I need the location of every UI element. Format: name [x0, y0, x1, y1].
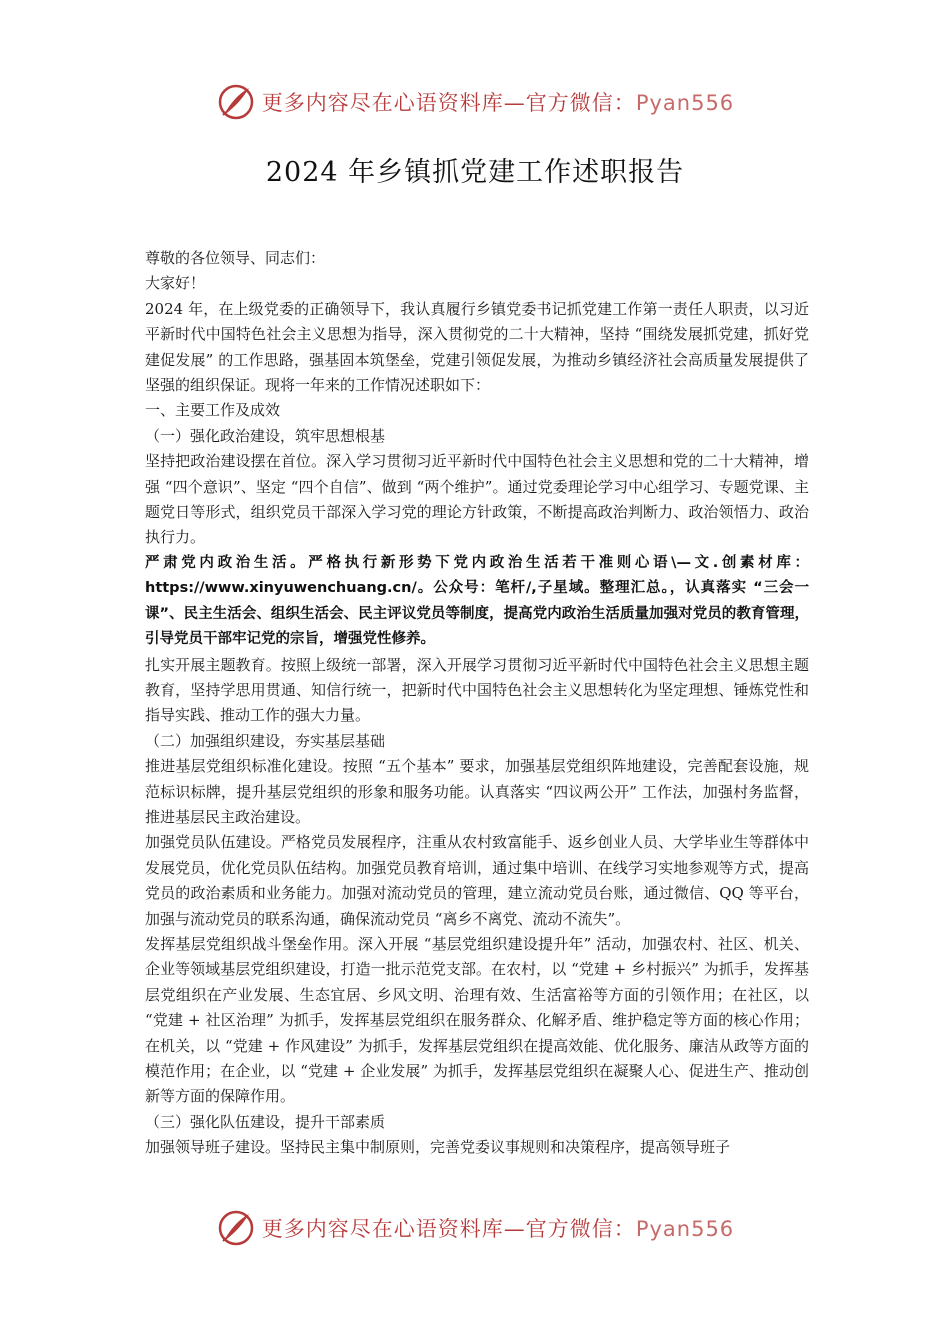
paragraph: 坚持把政治建设摆在首位。深入学习贯彻习近平新时代中国特色社会主义思想和党的二十大精神，增强 “四个意识”、坚定 “四个自信”、做到 “两个维护”。通过党委理论学习中心组学习、专题党课、主题党日等形式，组织党员干部深入学习党的理论方针政策，不断提高政治判断力、政治领悟力、政治执行力。 [145, 452, 809, 547]
paragraph-bold: 严肃党内政治生活。严格执行新形势下党内政治生活若干准则心语\—文.创素材库：https://www.xinyuwenchuang.cn/。公众号：笔杆/,子星域。整理汇总。，认真落实 “三会一课”、民主生活会、组织生活会、民主评议党员等制度，提高党内政治生活质量加强对党员的教育管理，引导党员干部牢记党的宗旨，增强党性修养。 [145, 554, 809, 648]
quill-logo-icon [216, 82, 256, 122]
section-heading: 一、主要工作及成效 [145, 401, 281, 420]
footer-banner [0, 1206, 950, 1250]
paragraph: 发挥基层党组织战斗堡垒作用。深入开展 “基层党组织建设提升年” 活动，加强农村、社区、机关、企业等领域基层党组织建设，打造一批示范党支部。在农村，以 “党建 + 乡村振兴” 为抓手，发挥基层党组织在产业发展、生态宜居、乡风文明、治理有效、生活富裕等方面的引领作用；在社区，以 “党建 + 社区治理” 为抓手，发挥基层党组织在服务群众、化解矛盾、维护稳定等方面的核心作用；在机关，以 “党建 + 作风建设” 为抓手，发挥基层党组织在提高效能、优化服务、廉洁从政等方面的模范作用；在企业，以 “党建 + 企业发展” 为抓手，发挥基层党组织在凝聚人心、促进生产、推动创新等方面的保障作用。 [145, 934, 809, 1106]
subsection-heading: （二）加强组织建设，夯实基层基础 [145, 731, 386, 750]
banner-text: 更多内容尽在心语资料库—官方微信：Pyan556 [261, 1217, 735, 1241]
intro-paragraph: 2024 年，在上级党委的正确领导下，我认真履行乡镇党委书记抓党建工作第一责任人职责，以习近平新时代中国特色社会主义思想为指导，深入贯彻党的二十大精神，坚持 “围绕发展抓党建，抓好党建促发展” 的工作思路，强基固本筑堡垒，党建引领促发展，为推动乡镇经济社会高质量发展提供了坚强的组织保证。现将一年来的工作情况述职如下： [145, 299, 809, 395]
greeting: 大家好！ [145, 274, 206, 293]
subsection-heading: （三）强化队伍建设，提升干部素质 [145, 1112, 386, 1131]
document-title: 2024 年乡镇抓党建工作述职报告 [265, 157, 685, 188]
banner-text: 更多内容尽在心语资料库—官方微信：Pyan556 [261, 91, 735, 115]
paragraph: 扎实开展主题教育。按照上级统一部署，深入开展学习贯彻习近平新时代中国特色社会主义思想主题教育，坚持学思用贯通、知信行统一，把新时代中国特色社会主义思想转化为坚定理想、锤炼党性和指导实践、推动工作的强大力量。 [145, 655, 809, 725]
quill-logo-icon [216, 1208, 256, 1248]
salutation: 尊敬的各位领导、同志们： [145, 249, 326, 267]
paragraph: 推进基层党组织标准化建设。按照 “五个基本” 要求，加强基层党组织阵地建设，完善配套设施，规范标识标牌，提升基层党组织的形象和服务功能。认真落实 “四议两公开” 工作法，加强村务监督，推进基层民主政治建设。 [145, 757, 809, 826]
subsection-heading: （一）强化政治建设，筑牢思想根基 [145, 426, 386, 445]
paragraph: 加强党员队伍建设。严格党员发展程序，注重从农村致富能手、返乡创业人员、大学毕业生等群体中发展党员，优化党员队伍结构。加强党员教育培训，通过集中培训、在线学习实地参观等方式，提高党员的政治素质和业务能力。加强对流动党员的管理，建立流动党员台账，通过微信、QQ 等平台，加强与流动党员的联系沟通，确保流动党员 “离乡不离党、流动不流失”。 [145, 833, 809, 928]
document-body [145, 246, 809, 1161]
paragraph: 加强领导班子建设。坚持民主集中制原则，完善党委议事规则和决策程序，提高领导班子 [145, 1138, 731, 1157]
header-banner [0, 80, 950, 124]
